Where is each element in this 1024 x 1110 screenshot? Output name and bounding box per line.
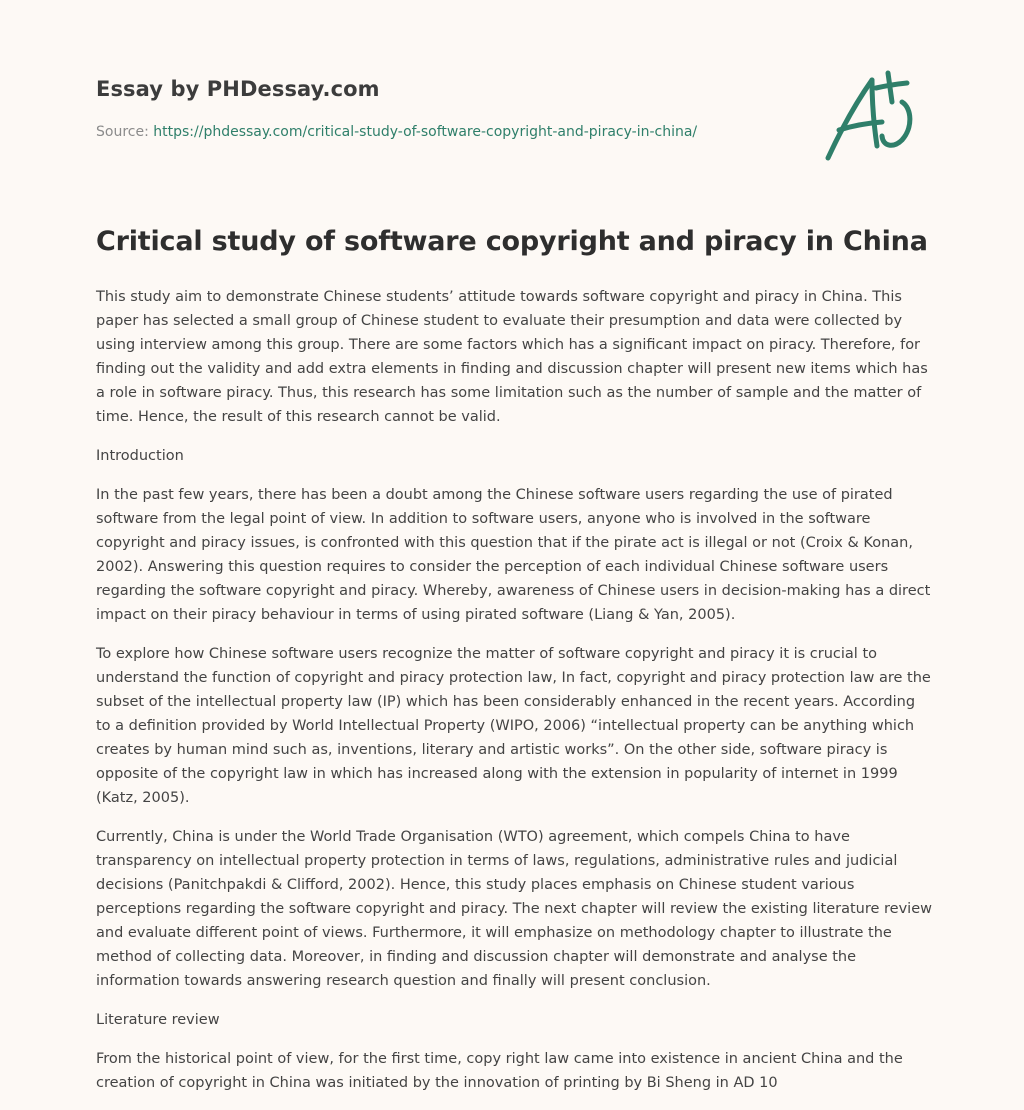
section-heading-introduction: Introduction	[96, 448, 184, 464]
section-heading-literature-review: Literature review	[96, 1012, 220, 1028]
intro-paragraph-3: Currently, China is under the World Trade Organisation (WTO) agreement, which compels China to have transparency on intellectual property protection in terms of laws, regulations, administrative rules and judicial decisions (Panitchpakdi & Clifford, 2002). Hence, this study places emphasis on Chinese student various perceptions regarding the software copyright and piracy. The next chapter will review the existing literature review and evaluate different point of views. Furthermore, it will emphasize on methodology chapter to illustrate the method of collecting data. Moreover, in finding and discussion chapter will demonstrate and analyse the information towards answering research question and finally will present conclusion.	[96, 829, 932, 989]
literature-paragraph-1: From the historical point of view, for the first time, copy right law came into existence in ancient China and the creation of copyright in China was initiated by the innovation of printing by Bi Sheng in AD 10	[96, 1051, 903, 1091]
source-label: Source:	[96, 124, 149, 140]
a-plus-logo-icon	[822, 66, 926, 166]
intro-paragraph-1: In the past few years, there has been a doubt among the Chinese software users regarding the use of pirated software from the legal point of view. In addition to software users, anyone who is involved in the software copyright and piracy issues, is confronted with this question that if the pirate act is illegal or not (Croix & Konan, 2002). Answering this question requires to consider the perception of each individual Chinese software users regarding the software copyright and piracy. Whereby, awareness of Chinese users in decision-making has a direct impact on their piracy behaviour in terms of using pirated software (Liang & Yan, 2005).	[96, 487, 931, 623]
essay-body	[96, 285, 932, 1110]
intro-paragraph-2: To explore how Chinese software users recognize the matter of software copyright and piracy it is crucial to understand the function of copyright and piracy protection law, In fact, copyright and piracy protection law are the subset of the intellectual property law (IP) which has been considerably enhanced in the recent years. According to a definition provided by World Intellectual Property (WIPO, 2006) “intellectual property can be anything which creates by human mind such as, inventions, literary and artistic works”. On the other side, software piracy is opposite of the copyright law in which has increased along with the extension in popularity of internet in 1999 (Katz, 2005).	[96, 646, 931, 806]
source-link[interactable]: https://phdessay.com/critical-study-of-software-copyright-and-piracy-in-china/	[153, 124, 698, 140]
site-brand: Essay by PHDessay.com	[96, 77, 380, 101]
essay-title: Critical study of software copyright and piracy in China	[96, 226, 928, 257]
source-line	[96, 124, 697, 140]
abstract-paragraph: This study aim to demonstrate Chinese students’ attitude towards software copyright and piracy in China. This paper has selected a small group of Chinese student to evaluate their presumption and data were collected by using interview among this group. There are some factors which has a significant impact on piracy. Therefore, for finding out the validity and add extra elements in finding and discussion chapter will present new items which has a role in software piracy. Thus, this research has some limitation such as the number of sample and the matter of time. Hence, the result of this research cannot be valid.	[96, 289, 928, 425]
